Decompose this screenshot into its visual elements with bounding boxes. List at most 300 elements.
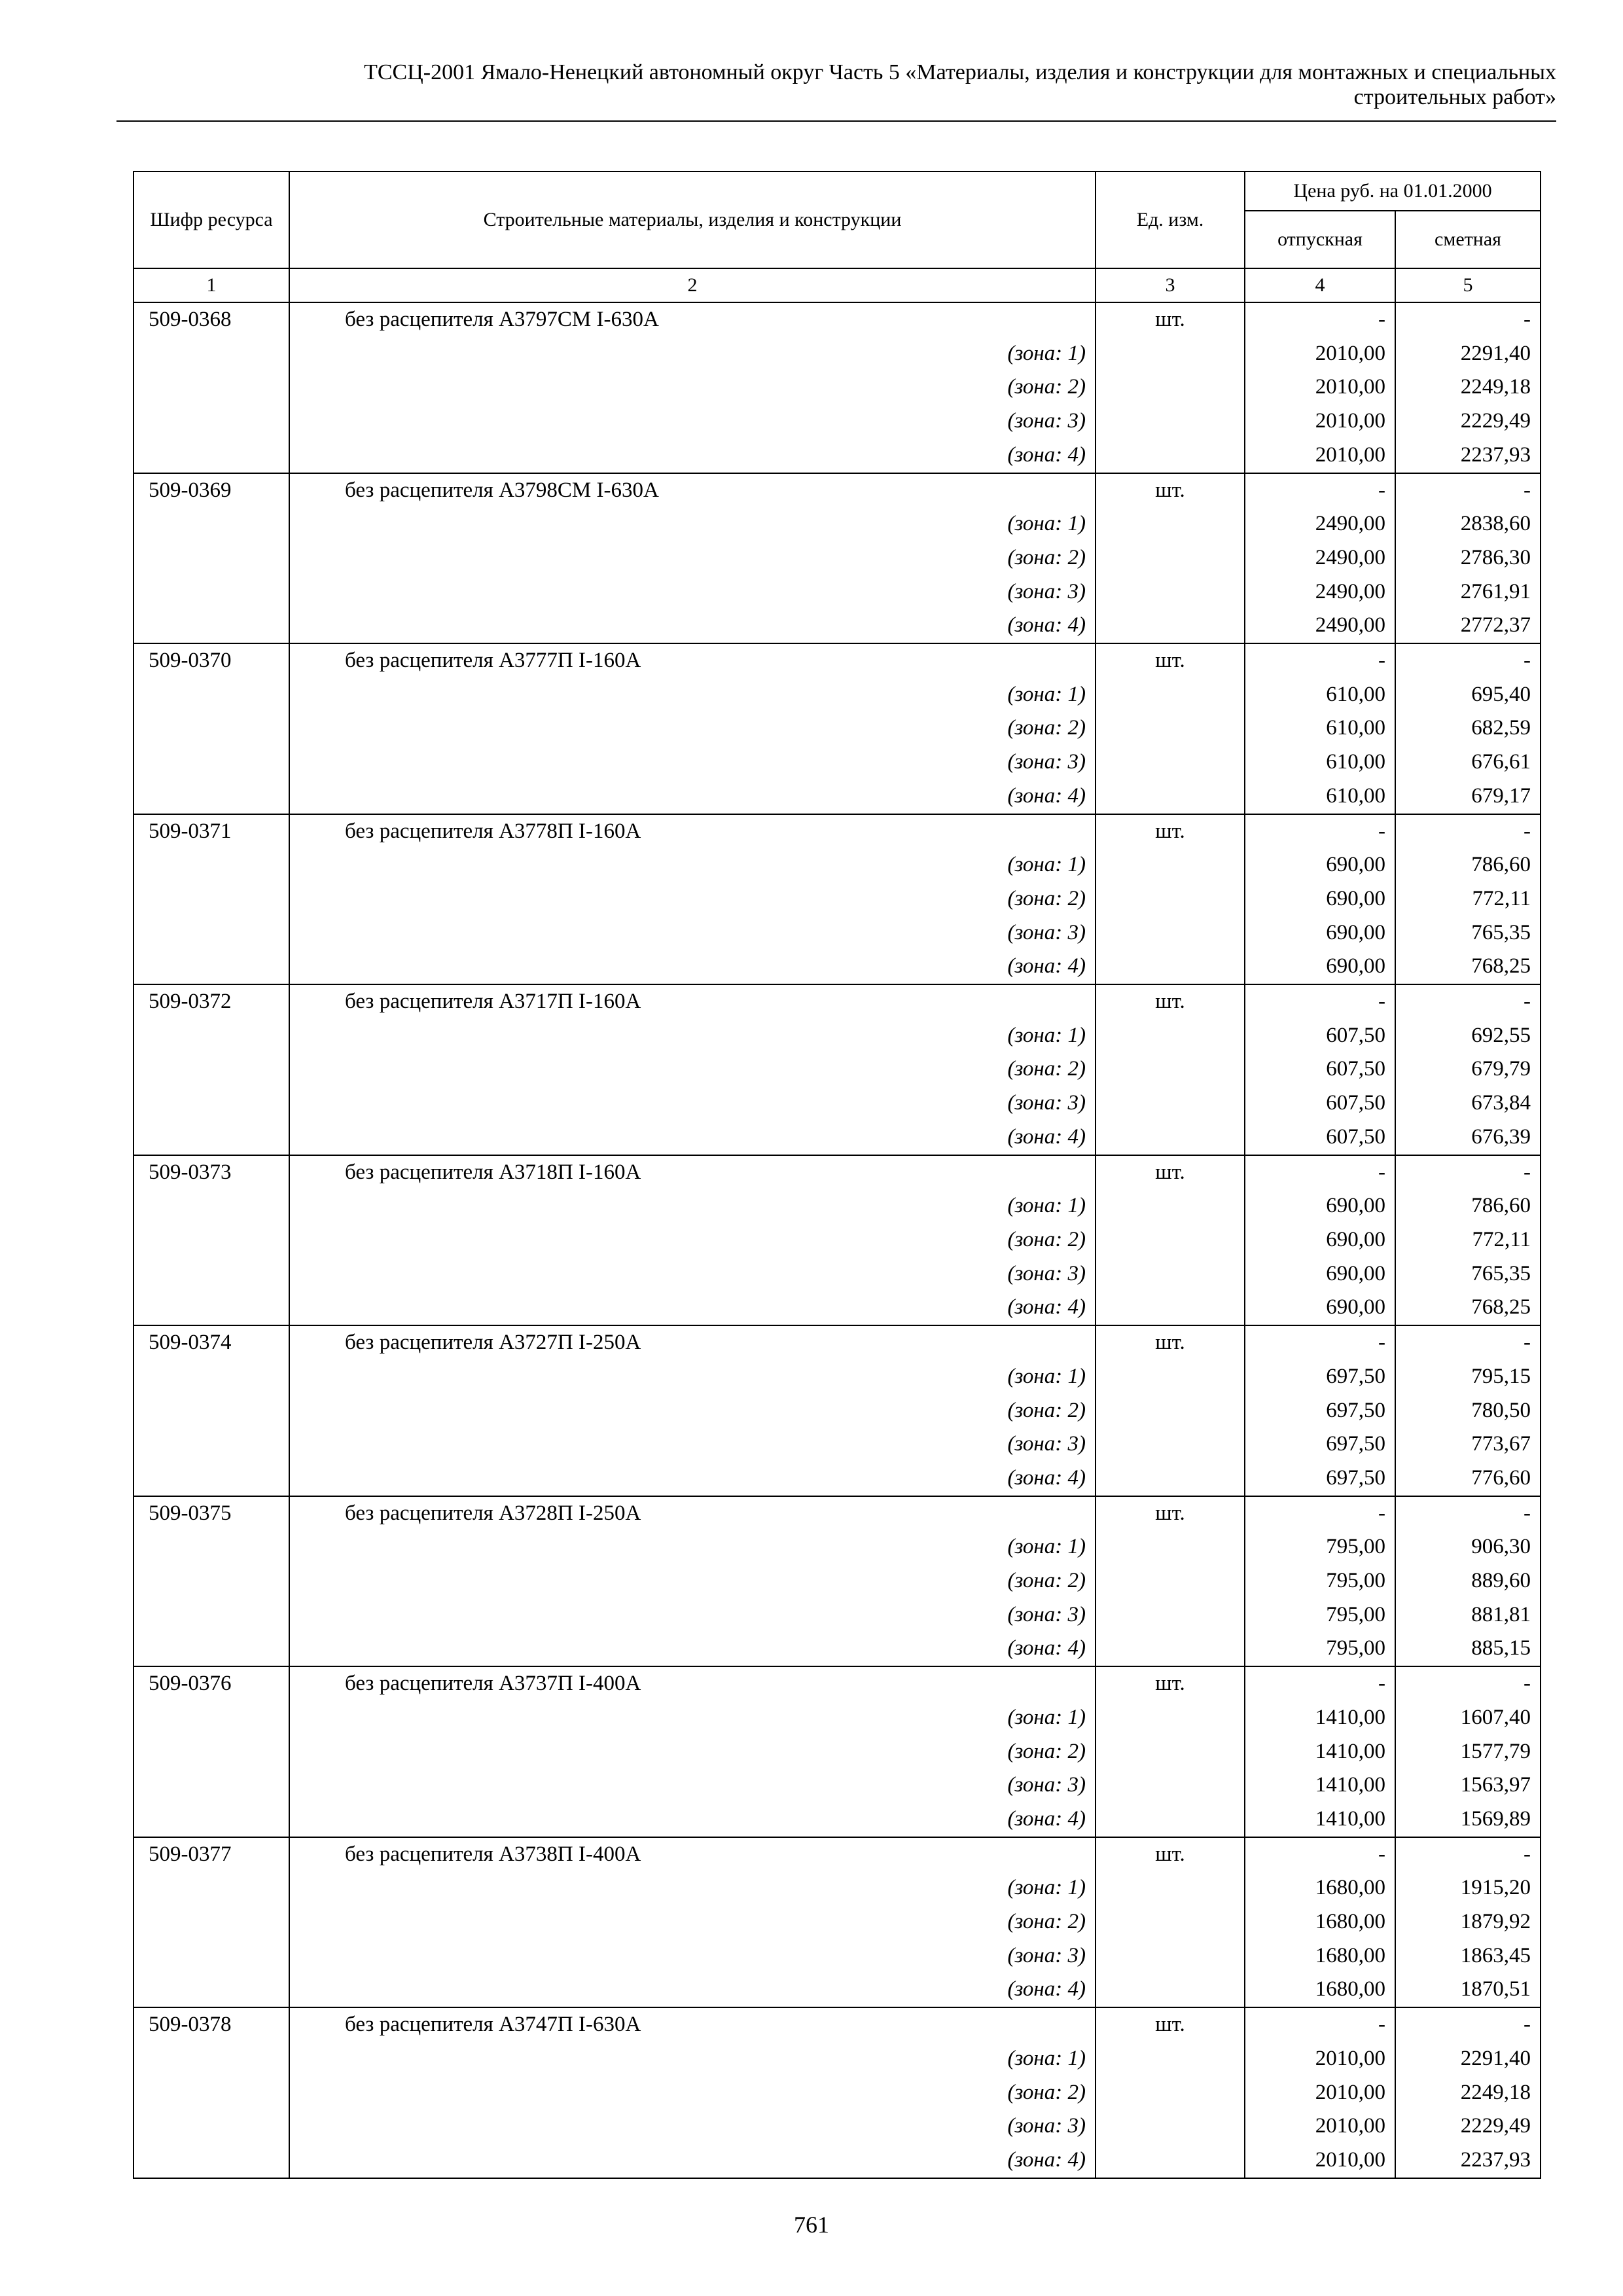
zone-label: (зона: 1) [289,2042,1096,2076]
release-price: 2010,00 [1245,2144,1395,2178]
empty-cell [134,1632,289,1666]
zone-row [134,780,1541,814]
resource-code: 509-0373 [134,1155,289,1190]
record-title-row [134,814,1541,849]
zone-row [134,1291,1541,1325]
resource-record [134,1155,1541,1326]
estimate-price: 2291,40 [1395,2042,1541,2076]
empty-cell [134,609,289,643]
release-price: 795,00 [1245,1598,1395,1632]
zone-label: (зона: 1) [289,1360,1096,1394]
estimate-price: 1915,20 [1395,1871,1541,1905]
empty-cell [1096,370,1245,404]
record-title-row [134,473,1541,508]
empty-cell [1096,1360,1245,1394]
empty-cell [1096,1427,1245,1462]
estimate-price: - [1395,643,1541,678]
empty-cell [1096,609,1245,643]
zone-label: (зона: 2) [289,1052,1096,1086]
release-price: 2010,00 [1245,337,1395,371]
unit-of-measure: шт. [1096,984,1245,1019]
release-price: 690,00 [1245,1257,1395,1291]
empty-cell [1096,1394,1245,1428]
estimate-price: 2772,37 [1395,609,1541,643]
column-number: 1 [134,268,289,302]
column-number: 2 [289,268,1096,302]
zone-row [134,1564,1541,1598]
release-price: 607,50 [1245,1121,1395,1155]
zone-row [134,609,1541,643]
unit-of-measure: шт. [1096,1666,1245,1701]
release-price: 607,50 [1245,1086,1395,1121]
empty-cell [1096,950,1245,984]
estimate-price: 679,17 [1395,780,1541,814]
header-estimate-price: сметная [1395,211,1541,268]
release-price: 607,50 [1245,1019,1395,1053]
record-title-row [134,1666,1541,1701]
estimate-price: 1577,79 [1395,1735,1541,1769]
resource-record [134,302,1541,473]
estimate-price: 772,11 [1395,882,1541,916]
release-price: 795,00 [1245,1632,1395,1666]
zone-row [134,575,1541,609]
estimate-price: - [1395,984,1541,1019]
empty-cell [134,848,289,882]
empty-cell [134,1803,289,1837]
zone-row [134,2109,1541,2144]
estimate-price: 780,50 [1395,1394,1541,1428]
zone-label: (зона: 2) [289,882,1096,916]
empty-cell [1096,1564,1245,1598]
release-price: - [1245,1325,1395,1360]
estimate-price: 795,15 [1395,1360,1541,1394]
empty-cell [134,2076,289,2110]
empty-cell [1096,541,1245,575]
estimate-price: 786,60 [1395,1189,1541,1223]
record-title-row [134,984,1541,1019]
empty-cell [1096,916,1245,950]
zone-label: (зона: 4) [289,439,1096,473]
zone-row [134,2144,1541,2178]
zone-label: (зона: 1) [289,1871,1096,1905]
release-price: 795,00 [1245,1530,1395,1564]
unit-of-measure: шт. [1096,302,1245,337]
resource-code: 509-0371 [134,814,289,849]
release-price: 690,00 [1245,882,1395,916]
zone-label: (зона: 1) [289,507,1096,541]
resource-record [134,814,1541,985]
empty-cell [134,1052,289,1086]
release-price: 1410,00 [1245,1768,1395,1803]
empty-cell [1096,1530,1245,1564]
estimate-price: 695,40 [1395,678,1541,712]
estimate-price: 1569,89 [1395,1803,1541,1837]
release-price: 1680,00 [1245,1871,1395,1905]
zone-label: (зона: 4) [289,1462,1096,1496]
empty-cell [134,1360,289,1394]
empty-cell [1096,1632,1245,1666]
empty-cell [1096,1462,1245,1496]
release-price: - [1245,1496,1395,1531]
empty-cell [1096,1905,1245,1939]
estimate-price: 889,60 [1395,1564,1541,1598]
zone-label: (зона: 3) [289,1257,1096,1291]
empty-cell [134,1189,289,1223]
resource-code: 509-0368 [134,302,289,337]
empty-cell [134,1905,289,1939]
zone-row [134,1394,1541,1428]
zone-row [134,1598,1541,1632]
zone-row [134,439,1541,473]
zone-row [134,1257,1541,1291]
zone-row [134,1462,1541,1496]
zone-row [134,1121,1541,1155]
release-price: 697,50 [1245,1394,1395,1428]
zone-label: (зона: 2) [289,1564,1096,1598]
material-name: без расцепителя А3798СМ I-630А [289,473,1096,508]
release-price: - [1245,302,1395,337]
release-price: 1680,00 [1245,1905,1395,1939]
empty-cell [1096,1939,1245,1973]
zone-label: (зона: 4) [289,1973,1096,2007]
resource-record [134,1496,1541,1667]
zone-row [134,404,1541,439]
empty-cell [134,882,289,916]
unit-of-measure: шт. [1096,1496,1245,1531]
empty-cell [134,780,289,814]
release-price: 1410,00 [1245,1701,1395,1735]
estimate-price: 676,39 [1395,1121,1541,1155]
empty-cell [134,1598,289,1632]
release-price: 2010,00 [1245,404,1395,439]
zone-label: (зона: 2) [289,711,1096,745]
zone-row [134,1701,1541,1735]
header-title-line1: ТССЦ-2001 Ямало-Ненецкий автономный округ Часть 5 «Материалы, изделия и конструкции для монтажных и специальных [364,60,1556,84]
estimate-price: 765,35 [1395,1257,1541,1291]
unit-of-measure: шт. [1096,1325,1245,1360]
zone-row [134,337,1541,371]
unit-of-measure: шт. [1096,1837,1245,1872]
empty-cell [134,1973,289,2007]
resource-code: 509-0375 [134,1496,289,1531]
empty-cell [134,1257,289,1291]
estimate-price: 1607,40 [1395,1701,1541,1735]
zone-label: (зона: 1) [289,1530,1096,1564]
zone-row [134,1052,1541,1086]
zone-label: (зона: 3) [289,1768,1096,1803]
zone-label: (зона: 3) [289,745,1096,780]
header-materials: Строительные материалы, изделия и конструкции [289,171,1096,268]
empty-cell [1096,678,1245,712]
material-name: без расцепителя А3747П I-630А [289,2007,1096,2042]
empty-cell [1096,848,1245,882]
estimate-price: 786,60 [1395,848,1541,882]
empty-cell [134,711,289,745]
header-title-line2: строительных работ» [1353,85,1556,109]
unit-of-measure: шт. [1096,2007,1245,2042]
zone-row [134,1360,1541,1394]
zone-row [134,370,1541,404]
release-price: 690,00 [1245,916,1395,950]
zone-row [134,848,1541,882]
resource-record [134,984,1541,1155]
empty-cell [1096,337,1245,371]
column-number: 5 [1395,268,1541,302]
zone-row [134,541,1541,575]
zone-label: (зона: 3) [289,1427,1096,1462]
estimate-price: 692,55 [1395,1019,1541,1053]
release-price: 690,00 [1245,1189,1395,1223]
estimate-price: 679,79 [1395,1052,1541,1086]
zone-row [134,1905,1541,1939]
empty-cell [134,404,289,439]
empty-cell [1096,575,1245,609]
page-header [116,60,1556,110]
zone-label: (зона: 4) [289,1121,1096,1155]
estimate-price: - [1395,1155,1541,1190]
estimate-price: 2786,30 [1395,541,1541,575]
release-price: 2490,00 [1245,575,1395,609]
resource-code: 509-0374 [134,1325,289,1360]
release-price: 610,00 [1245,711,1395,745]
empty-cell [134,337,289,371]
estimate-price: 2249,18 [1395,370,1541,404]
empty-cell [134,678,289,712]
release-price: 1410,00 [1245,1735,1395,1769]
resource-record [134,1666,1541,1837]
zone-label: (зона: 1) [289,1701,1096,1735]
estimate-price: 773,67 [1395,1427,1541,1462]
release-price: 697,50 [1245,1427,1395,1462]
zone-label: (зона: 1) [289,678,1096,712]
zone-row [134,1735,1541,1769]
estimate-price: - [1395,814,1541,849]
zone-label: (зона: 3) [289,916,1096,950]
resource-code: 509-0372 [134,984,289,1019]
zone-row [134,1768,1541,1803]
release-price: 2490,00 [1245,507,1395,541]
estimate-price: 2291,40 [1395,337,1541,371]
estimate-price: - [1395,1837,1541,1872]
empty-cell [1096,1019,1245,1053]
material-name: без расцепителя А3718П I-160А [289,1155,1096,1190]
empty-cell [134,1291,289,1325]
release-price: 697,50 [1245,1360,1395,1394]
record-title-row [134,643,1541,678]
resource-code: 509-0369 [134,473,289,508]
resource-record [134,1325,1541,1496]
zone-label: (зона: 3) [289,1086,1096,1121]
record-title-row [134,1325,1541,1360]
zone-row [134,678,1541,712]
zone-label: (зона: 3) [289,575,1096,609]
zone-label: (зона: 4) [289,1632,1096,1666]
empty-cell [134,439,289,473]
empty-cell [134,745,289,780]
zone-row [134,950,1541,984]
empty-cell [134,1394,289,1428]
empty-cell [134,1462,289,1496]
empty-cell [1096,745,1245,780]
unit-of-measure: шт. [1096,1155,1245,1190]
estimate-price: 1879,92 [1395,1905,1541,1939]
empty-cell [1096,2042,1245,2076]
estimate-price: - [1395,1325,1541,1360]
release-price: - [1245,473,1395,508]
empty-cell [134,1939,289,1973]
estimate-price: 673,84 [1395,1086,1541,1121]
release-price: 2490,00 [1245,541,1395,575]
empty-cell [134,507,289,541]
zone-label: (зона: 3) [289,2109,1096,2144]
estimate-price: 2229,49 [1395,2109,1541,2144]
estimate-price: 676,61 [1395,745,1541,780]
empty-cell [134,916,289,950]
unit-of-measure: шт. [1096,814,1245,849]
zone-label: (зона: 2) [289,1223,1096,1257]
resource-code: 509-0370 [134,643,289,678]
zone-row [134,1086,1541,1121]
zone-label: (зона: 4) [289,1803,1096,1837]
record-title-row [134,1496,1541,1531]
empty-cell [134,370,289,404]
estimate-price: 768,25 [1395,950,1541,984]
empty-cell [134,1564,289,1598]
release-price: 697,50 [1245,1462,1395,1496]
release-price: 2010,00 [1245,370,1395,404]
header-divider [116,120,1556,122]
zone-label: (зона: 3) [289,1939,1096,1973]
column-number: 3 [1096,268,1245,302]
empty-cell [134,1121,289,1155]
material-name: без расцепителя А3737П I-400А [289,1666,1096,1701]
empty-cell [134,1086,289,1121]
empty-cell [1096,1735,1245,1769]
header-resource-code: Шифр ресурса [134,171,289,268]
record-title-row [134,1155,1541,1190]
release-price: - [1245,1666,1395,1701]
header-price-date: Цена руб. на 01.01.2000 [1245,171,1541,211]
empty-cell [1096,2109,1245,2144]
estimate-price: 2249,18 [1395,2076,1541,2110]
material-name: без расцепителя А3777П I-160А [289,643,1096,678]
release-price: 610,00 [1245,745,1395,780]
record-title-row [134,302,1541,337]
zone-label: (зона: 2) [289,1905,1096,1939]
estimate-price: 1863,45 [1395,1939,1541,1973]
zone-label: (зона: 2) [289,1735,1096,1769]
estimate-price: 776,60 [1395,1462,1541,1496]
unit-of-measure: шт. [1096,643,1245,678]
empty-cell [1096,1803,1245,1837]
record-title-row [134,2007,1541,2042]
empty-cell [1096,1701,1245,1735]
estimate-price: 768,25 [1395,1291,1541,1325]
column-number: 4 [1245,268,1395,302]
empty-cell [1096,1086,1245,1121]
release-price: 607,50 [1245,1052,1395,1086]
material-name: без расцепителя А3727П I-250А [289,1325,1096,1360]
material-name: без расцепителя А3778П I-160А [289,814,1096,849]
empty-cell [134,1019,289,1053]
empty-cell [134,575,289,609]
zone-row [134,1871,1541,1905]
zone-row [134,916,1541,950]
estimate-price: 772,11 [1395,1223,1541,1257]
estimate-price: - [1395,1666,1541,1701]
zone-row [134,1427,1541,1462]
empty-cell [1096,1598,1245,1632]
unit-of-measure: шт. [1096,473,1245,508]
resource-record [134,643,1541,814]
estimate-price: 2761,91 [1395,575,1541,609]
zone-row [134,1019,1541,1053]
empty-cell [1096,439,1245,473]
estimate-price: 682,59 [1395,711,1541,745]
empty-cell [1096,2144,1245,2178]
release-price: - [1245,814,1395,849]
empty-cell [1096,780,1245,814]
release-price: 610,00 [1245,678,1395,712]
estimate-price: - [1395,302,1541,337]
empty-cell [134,2144,289,2178]
empty-cell [1096,1189,1245,1223]
release-price: 2010,00 [1245,2076,1395,2110]
empty-cell [1096,1121,1245,1155]
release-price: - [1245,984,1395,1019]
estimate-price: 2237,93 [1395,439,1541,473]
zone-label: (зона: 1) [289,337,1096,371]
zone-label: (зона: 4) [289,780,1096,814]
empty-cell [1096,711,1245,745]
zone-row [134,1973,1541,2007]
resource-record [134,2007,1541,2178]
estimate-price: 2237,93 [1395,2144,1541,2178]
empty-cell [1096,1291,1245,1325]
empty-cell [134,541,289,575]
release-price: 690,00 [1245,1223,1395,1257]
empty-cell [134,1530,289,1564]
empty-cell [1096,1052,1245,1086]
zone-row [134,1223,1541,1257]
empty-cell [1096,2076,1245,2110]
zone-label: (зона: 3) [289,1598,1096,1632]
release-price: 2490,00 [1245,609,1395,643]
zone-row [134,507,1541,541]
column-number-row [134,268,1541,302]
zone-row [134,1803,1541,1837]
material-name: без расцепителя А3797СМ I-630А [289,302,1096,337]
release-price: 690,00 [1245,1291,1395,1325]
zone-row [134,745,1541,780]
material-name: без расцепителя А3738П I-400А [289,1837,1096,1872]
estimate-price: 906,30 [1395,1530,1541,1564]
empty-cell [134,1701,289,1735]
zone-label: (зона: 4) [289,1291,1096,1325]
empty-cell [134,1768,289,1803]
zone-row [134,2076,1541,2110]
empty-cell [1096,1257,1245,1291]
zone-label: (зона: 4) [289,950,1096,984]
estimate-price: 1870,51 [1395,1973,1541,2007]
empty-cell [1096,507,1245,541]
release-price: - [1245,1837,1395,1872]
zone-label: (зона: 2) [289,1394,1096,1428]
material-name: без расцепителя А3717П I-160А [289,984,1096,1019]
header-unit: Ед. изм. [1096,171,1245,268]
release-price: 2010,00 [1245,2042,1395,2076]
release-price: 1680,00 [1245,1939,1395,1973]
